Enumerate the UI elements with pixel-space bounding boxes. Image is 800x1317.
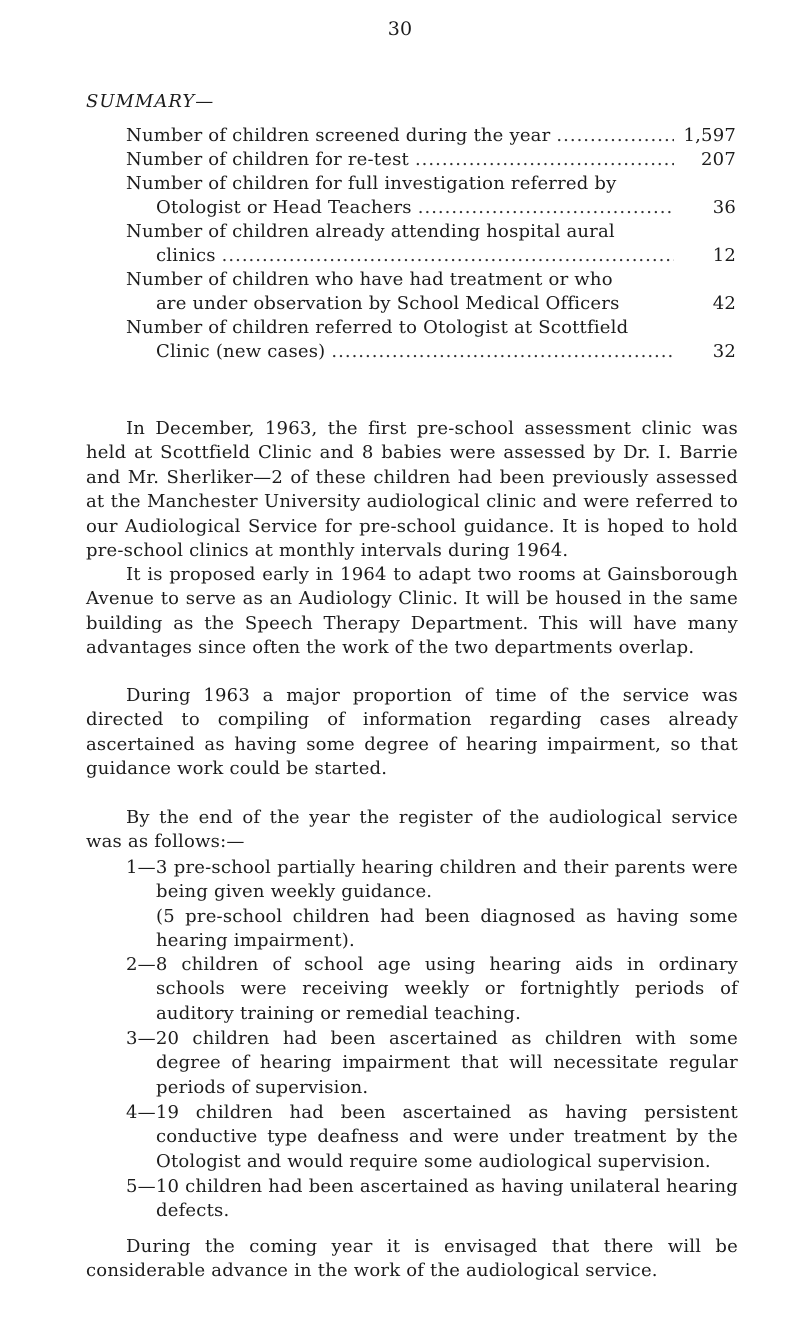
leader-dots [409,148,674,172]
summary-label: Number of children screened during the year [126,125,551,146]
paragraph-coming-year [86,1235,738,1284]
paragraph-text: By the end of the year the register of the audiological service was as follows:— [86,807,738,853]
register-item-3 [126,1027,738,1100]
summary-value: 1,597 [683,125,736,146]
summary-label: Number of children for full investigation referred by [126,173,617,194]
summary-label: Number of children referred to Otologist at Scottfield [126,317,629,338]
paragraph-text: In December, 1963, the first pre-school assessment clinic was held at Scottfield Clinic and 8 babies were assessed by Dr. I. Barrie and Mr. Sherliker—2 of these children had been previously assessed at the Manchester University audiological clinic and were referred to our Audiological Service for pre-school guidance. It is hoped to hold pre-school clinics at monthly intervals during 1964. [86,418,738,562]
paragraph-pre-school-clinic [86,417,738,563]
paragraph-compiling-information [86,684,738,782]
summary-item-hospital-clinics [126,220,736,268]
summary-label: Number of children who have had treatment or who [126,269,613,290]
register-item-1 [126,856,738,954]
register-item-text: 5—10 children had been ascertained as having unilateral hearing defects. [126,1176,738,1222]
summary-label: Number of children for re-test [126,149,409,170]
paragraph-text: During the coming year it is envisaged that there will be considerable advance in the work of the audiological service. [86,1236,738,1282]
summary-value: 207 [701,149,736,170]
summary-value: 36 [712,197,736,218]
paragraph-audiology-clinic [86,563,738,661]
summary-item-full-investigation [126,172,736,220]
summary-item-treatment [126,268,736,316]
register-item-text: 2—8 children of school age using hearing aids in ordinary schools were receiving weekly or fortnightly periods of auditory training or remedial teaching. [126,954,738,1024]
register-item-5 [126,1175,738,1224]
summary-value: 12 [712,245,736,266]
paragraph-register-intro [86,806,738,855]
summary-label-continued: Otologist or Head Teachers [156,197,412,218]
register-item-text: 1—3 pre-school partially hearing children and their parents were being given weekly guidance. [126,857,738,903]
register-item-2 [126,953,738,1026]
register-item-text: 4—19 children had been ascertained as having persistent conductive type deafness and were under treatment by the Otologist and would require some audiological supervision. [126,1102,738,1172]
summary-list [126,124,736,364]
register-item-text: 3—20 children had been ascertained as children with some degree of hearing impairment that will necessitate regular periods of supervision. [126,1028,738,1098]
summary-label-continued: are under observation by School Medical Officers [156,293,620,314]
summary-item-screened [126,124,736,148]
summary-item-scottfield [126,316,736,364]
summary-item-retest [126,148,736,172]
summary-value: 32 [712,341,736,362]
leader-dots [550,124,674,148]
summary-heading: SUMMARY— [86,91,215,112]
paragraph-text: It is proposed early in 1964 to adapt two rooms at Gainsborough Avenue to serve as an Audiology Clinic. It will be housed in the same building as the Speech Therapy Department. This will have many advantages since often the work of the two departments overlap. [86,564,738,659]
register-item-4 [126,1101,738,1174]
leader-dots [412,196,674,220]
summary-label: Number of children already attending hospital aural [126,221,615,242]
paragraph-text: During 1963 a major proportion of time of the service was directed to compiling of information regarding cases already ascertained as having some degree of hearing impairment, so that guidance work could be started. [86,685,738,780]
page-number: 30 [387,18,413,40]
leader-dots [325,340,674,364]
leader-dots [216,244,674,268]
summary-label-continued: clinics [156,245,216,266]
summary-value: 42 [712,293,736,314]
register-item-note: (5 pre-school children had been diagnosed as having some hearing impairment). [156,905,738,952]
summary-label-continued: Clinic (new cases) [156,341,326,362]
